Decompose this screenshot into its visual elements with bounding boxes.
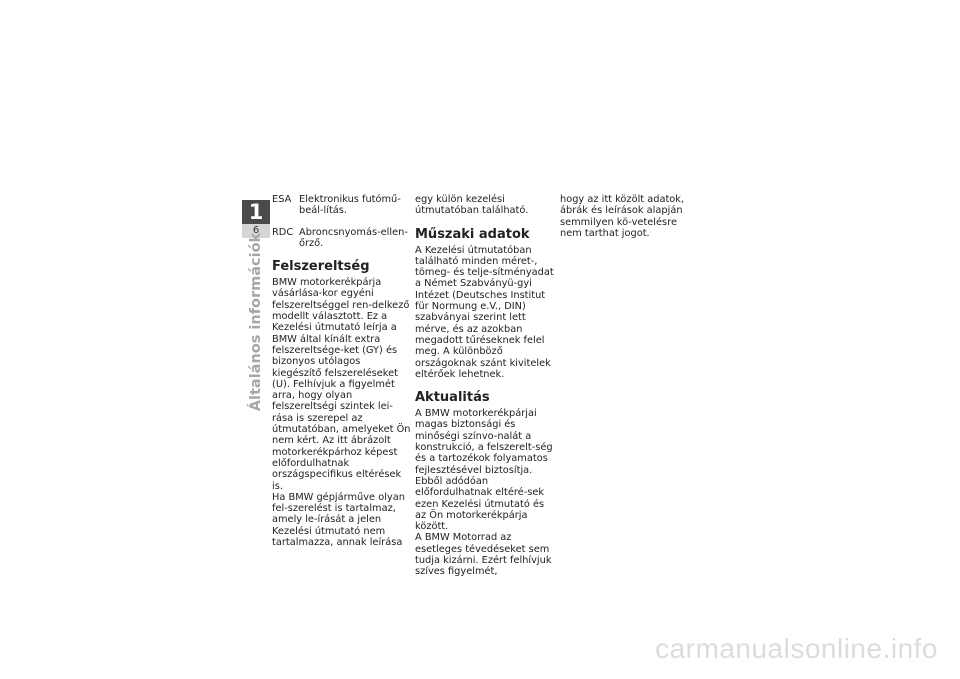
heading-muszaki-adatok: Műszaki adatok	[415, 226, 530, 242]
paragraph-continuation: egy külön kezelési útmutatóban található.	[415, 194, 529, 217]
abbreviation-term: ESA	[272, 194, 292, 205]
paragraph-continuation: hogy az itt közölt adatok, ábrák és leírások alapján semmilyen kö-vetelésre nem tarthat jogot.	[560, 194, 685, 239]
abbreviation-text: Elektronikus futómű-beál-lítás.	[299, 194, 401, 217]
heading-aktualitas: Aktualitás	[415, 390, 490, 406]
page-number: 6	[252, 225, 260, 236]
paragraph: BMW motorkerékpárja vásárlása-kor egyéni felszereltséggel ren-delkező modellt választott. Ez a Kezelési útmutató leírja a BMW által kínált extra felszereltsége-ket (GY) és bizonyos utólagos kiegészítő felszereléseket (U). Felhívjuk a figyelmét arra, hogy olyan felszereltségi szintek lei-rása is szerepel az útmutatóban, amelyeket Ön nem kért. Az itt ábrázolt motorkerékpárhoz képest előfordulhatnak országspecifikus eltérések is.	[272, 277, 411, 492]
column-2	[415, 194, 555, 578]
column-3	[560, 194, 700, 239]
abbreviation-esa	[272, 194, 412, 217]
abbreviation-text: Abroncsnyomás-ellen-őrző.	[299, 226, 408, 249]
abbreviation-term: RDC	[272, 226, 294, 238]
heading-felszereltseg: Felszereltség	[272, 259, 370, 275]
watermark: carmanualsonline.info	[655, 633, 938, 664]
chapter-title: Általános információk	[248, 232, 264, 412]
paragraph: Ha BMW gépjárműve olyan fel-szerelést is tartalmaz, amely le-írását a jelen Kezelési útmutató nem tartalmazza, annak leírása	[272, 491, 405, 549]
column-1	[272, 194, 412, 548]
paragraph: A BMW motorkerékpárjai magas biztonsági és minőségi színvo-nalát a konstrukció, a felszerelt-ség és a tartozékok folyamatos fejlesztésével biztosítja. Ebből adódóan előfordulhatnak eltéré-sek ezen Kezelési útmutató és az Ön motorkerékpárja között.	[415, 408, 553, 533]
chapter-number: 1	[248, 200, 264, 224]
paragraph: A Kezelési útmutatóban található minden méret-, tömeg- és telje-sítményadat a Német Szabványü-gyi Intézet (Deutsches Institut für Normung e.V., DIN) szabványai szerint lett mérve, és az azokban megadott tűréseknek felel meg. A különböző országoknak szánt kivitelek eltérőek lehetnek.	[415, 244, 554, 380]
paragraph: A BMW Motorrad az esetleges tévedéseket sem tudja kizárni. Ezért felhívjuk szíves figyelmét,	[415, 532, 552, 578]
abbreviation-rdc	[272, 227, 412, 250]
